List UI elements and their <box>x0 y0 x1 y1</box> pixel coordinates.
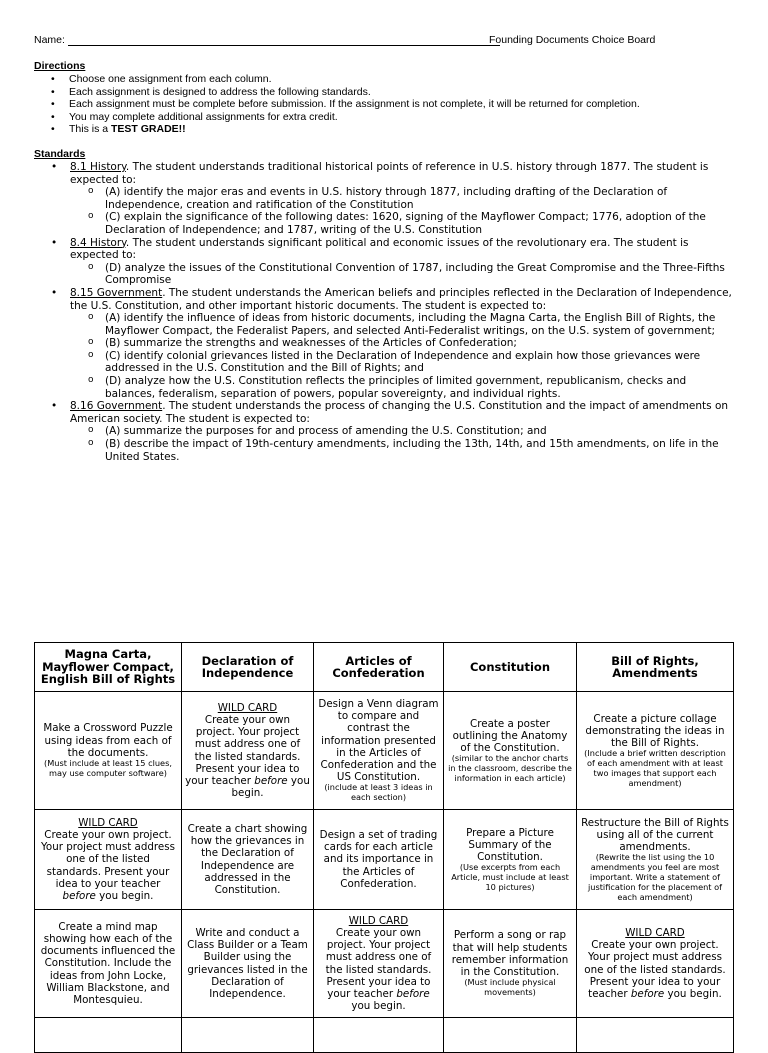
assignment-cell <box>35 910 182 1018</box>
directions-list <box>34 73 734 136</box>
assignment-note: (Must include at least 15 clues, may use computer software) <box>44 758 172 778</box>
column-header: Magna Carta, Mayflower Compact, English Bill of Rights <box>35 643 182 692</box>
assignment-cell <box>182 910 314 1018</box>
table-cell-empty <box>314 1018 444 1053</box>
assignment-text: Create your own project. Your project must address one of the listed standards. Present your idea to your teacher <box>41 828 175 890</box>
document-sheet <box>34 34 734 463</box>
standard-subitem: o (B) describe the impact of 19th-century amendments, including the 13th, 14th, and 15th amendments, on life in the United States. <box>70 438 734 463</box>
assignment-text: Create a poster outlining the Anatomy of the Constitution. <box>452 717 568 754</box>
directions-item: • Choose one assignment from each column. <box>34 73 734 86</box>
test-grade-prefix: This is a <box>69 123 112 136</box>
wild-card-cell <box>577 910 734 1018</box>
table-header-row <box>35 643 734 692</box>
table-row <box>35 1018 734 1053</box>
assignment-note: (Rewrite the list using the 10 amendments you feel are most important. Write a statement of justification for the placement of each amendment) <box>587 852 722 902</box>
wild-card-label: WILD CARD <box>78 816 138 829</box>
assignment-cell <box>444 810 577 910</box>
standard-subitem: o (A) summarize the purposes for and process of amending the U.S. Constitution; and <box>70 425 734 438</box>
column-header: Articles of Confederation <box>314 643 444 692</box>
assignment-cell <box>577 810 734 910</box>
emphasis-text: before <box>396 987 430 1000</box>
assignment-text: Create a chart showing how the grievances in the Declaration of Independence are addressed in the Constitution. <box>187 822 308 896</box>
document-title: Founding Documents Choice Board <box>489 34 656 46</box>
assignment-text-end: you begin. <box>95 890 154 902</box>
directions-item: • Each assignment must be complete before submission. If the assignment is not complete, it will be returned for completion. <box>34 98 734 111</box>
assignment-text: Restructure the Bill of Rights using all of the current amendments. <box>581 816 729 854</box>
standard-sublist <box>70 425 734 463</box>
standards-heading: Standards <box>34 147 86 160</box>
standard-label: 8.15 Government <box>70 286 163 299</box>
standard-item <box>34 237 734 287</box>
assignment-text: Perform a song or rap that will help students remember information in the Constitution. <box>451 929 569 978</box>
table-cell-empty <box>444 1018 577 1053</box>
table-row <box>35 810 734 910</box>
table-row <box>35 910 734 1018</box>
column-header: Declaration of Independence <box>182 643 314 692</box>
emphasis-text: before <box>62 890 96 902</box>
standards-list <box>34 161 734 463</box>
emphasis-text: before <box>254 774 288 787</box>
standard-subitem: o (C) explain the significance of the following dates: 1620, signing of the Mayflower Compact; 1776, adoption of the Declaration of Independence; and 1787, writing of the U.S. Constitution <box>70 211 734 236</box>
choice-board-table <box>34 642 734 1053</box>
directions-item <box>34 123 734 136</box>
standard-subitem: o (A) identify the influence of ideas from historic documents, including the Magna Carta, the English Bill of Rights, the Mayflower Compact, the Federalist Papers, and selected Anti-Federalist writings, on the U.S. system of government; <box>70 312 734 337</box>
standard-item <box>34 400 734 463</box>
wild-card-label: WILD CARD <box>348 914 409 927</box>
standard-item <box>34 161 734 237</box>
assignment-cell <box>314 692 444 810</box>
standard-label: 8.4 History <box>70 236 126 249</box>
assignment-text: Create a mind map showing how each of the documents influenced the Constitution. Include the ideas from John Locke, William Blackstone, and Montesquieu. <box>40 920 176 1006</box>
standard-item <box>34 287 734 400</box>
directions-heading: Directions <box>34 60 86 72</box>
assignment-cell <box>577 692 734 810</box>
standard-text: . The student understands the process of changing the U.S. Constitution and the impact of amendments on American society. The student is expected to: <box>70 400 729 425</box>
assignment-note: (Must include physical movements) <box>464 977 556 997</box>
assignment-text: Prepare a Picture Summary of the Constitution. <box>466 826 554 863</box>
table-cell-empty <box>577 1018 734 1053</box>
table-row <box>35 692 734 810</box>
standard-subitem: o (B) summarize the strengths and weaknesses of the Articles of Confederation; <box>70 337 734 350</box>
name-line <box>68 45 500 46</box>
assignment-text-end: you begin. <box>351 1000 406 1013</box>
directions-item: • You may complete additional assignments for extra credit. <box>34 111 734 124</box>
directions-item: • Each assignment is designed to address the following standards. <box>34 86 734 99</box>
wild-card-label: WILD CARD <box>217 701 278 714</box>
assignment-text: Design a set of trading cards for each article and its importance in the Articles of Confederation. <box>319 828 438 890</box>
table-cell-empty <box>35 1018 182 1053</box>
standard-sublist <box>70 186 734 236</box>
standard-sublist <box>70 312 734 400</box>
assignment-note: (Use excerpts from each Article, must include at least 10 pictures) <box>451 862 569 892</box>
wild-card-cell <box>314 910 444 1018</box>
standard-subitem: o (D) analyze how the U.S. Constitution reflects the principles of limited government, republicanism, checks and balances, federalism, separation of powers, popular sovereignty, and individual rights. <box>70 375 734 400</box>
standard-subitem: o (C) identify colonial grievances listed in the Declaration of Independence and explain how those grievances were addressed in the U.S. Constitution and the Bill of Rights; and <box>70 350 734 375</box>
emphasis-text: before <box>630 987 665 1000</box>
assignment-note: (Include a brief written description of each amendment with at least two images that support each amendment) <box>584 748 726 788</box>
assignment-note: (similar to the anchor charts in the classroom, describe the information in each article) <box>448 753 572 783</box>
name-label: Name: <box>34 34 65 46</box>
header <box>34 34 734 48</box>
assignment-text: Create your own project. Your project must address one of the listed standards. Present your idea to your teacher <box>185 713 301 787</box>
assignment-text: Create your own project. Your project must address one of the listed standards. Present your idea to your teacher <box>584 939 726 1000</box>
assignment-cell <box>444 692 577 810</box>
standard-label: 8.1 History <box>70 160 126 173</box>
assignment-text-end: you begin. <box>664 987 722 1000</box>
column-header: Constitution <box>444 643 577 692</box>
assignment-text: Create a picture collage demonstrating the ideas in the Bill of Rights. <box>585 712 725 749</box>
column-header: Bill of Rights, Amendments <box>577 643 734 692</box>
assignment-note: (include at least 3 ideas in each section) <box>324 782 433 803</box>
assignment-text: Design a Venn diagram to compare and contrast the information presented in the Articles of Confederation and the US Constitution. <box>318 697 439 784</box>
standard-subitem: o (D) analyze the issues of the Constitutional Convention of 1787, including the Great Compromise and the Three-Fifths Compromise <box>70 262 734 287</box>
assignment-text: Create your own project. Your project must address one of the listed standards. Present your idea to your teacher <box>325 926 432 1000</box>
standard-text: . The student understands the American beliefs and principles reflected in the Declaration of Independence, the U.S. Constitution, and other important historic documents. The student is expected to: <box>70 286 732 312</box>
wild-card-label: WILD CARD <box>625 926 685 939</box>
assignment-cell <box>182 810 314 910</box>
standard-text: . The student understands significant political and economic issues of the revolutionary era. The student is expected to: <box>70 236 689 262</box>
standard-subitem: o (A) identify the major eras and events in U.S. history through 1877, including drafting of the Declaration of Independence, creation and ratification of the Constitution <box>70 186 734 211</box>
assignment-cell <box>314 810 444 910</box>
standard-text: . The student understands traditional historical points of reference in U.S. history through 1877. The student is expected to: <box>70 160 709 186</box>
assignment-text-end: you begin. <box>231 774 310 800</box>
wild-card-cell <box>35 810 182 910</box>
standard-label: 8.16 Government <box>70 400 163 413</box>
wild-card-cell <box>182 692 314 810</box>
assignment-text: Write and conduct a Class Builder or a Team Builder using the grievances listed in the Declaration of Independence. <box>187 926 308 1000</box>
assignment-text: Make a Crossword Puzzle using ideas from each of the documents. <box>43 722 173 759</box>
assignment-cell <box>444 910 577 1018</box>
assignment-cell <box>35 692 182 810</box>
table-cell-empty <box>182 1018 314 1053</box>
standard-sublist <box>70 262 734 287</box>
test-grade-label: TEST GRADE!! <box>111 123 186 136</box>
